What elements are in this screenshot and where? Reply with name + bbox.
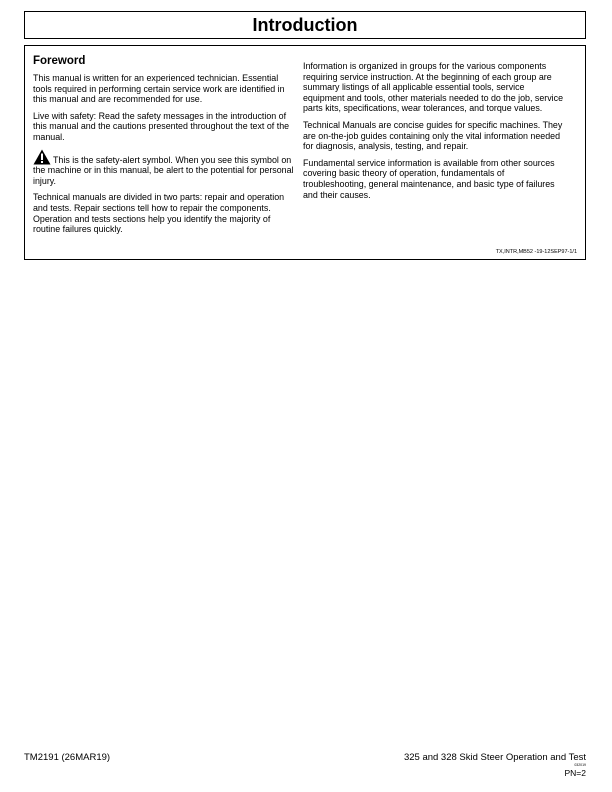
paragraph: Live with safety: Read the safety messages in the introduction of this manual and the cautions presented throughout the text of the manual. — [33, 110, 290, 142]
safety-alert-text: This is the safety-alert symbol. When you see this symbol on the machine or in this manual, be alert to the potential for personal injury. — [33, 154, 294, 186]
paragraph: Fundamental service information is available from other sources covering basic theory of operation, fundamentals of troubleshooting, general maintenance, and basic type of failures and their causes. — [303, 157, 555, 200]
section-heading: Foreword — [33, 55, 86, 67]
left-column — [33, 55, 295, 241]
content-box — [24, 45, 586, 260]
footer-page-number: PN=2 — [564, 768, 586, 778]
reference-code: TX,INTR,MB52 -19-12SEP97-1/1 — [495, 249, 577, 255]
footer-manual-title: 325 and 328 Skid Steer Operation and Test — [403, 752, 586, 763]
safety-alert-paragraph — [33, 149, 295, 187]
page-title: Introduction — [252, 15, 358, 35]
footer-manual-id: TM2191 (26MAR19) — [24, 752, 111, 763]
right-column — [303, 61, 565, 206]
title-bar — [24, 11, 586, 39]
paragraph: Technical manuals are divided in two parts: repair and operation and tests. Repair sections tell how to repair the components. Operation and tests sections help you identify the majority of routine failures quickly. — [33, 192, 285, 235]
paragraph: This manual is written for an experienced technician. Essential tools required in performing certain service work are identified in this manual and are recommended for use. — [33, 73, 285, 105]
paragraph: Technical Manuals are concise guides for specific machines. They are on-the-job guides containing only the vital information needed for diagnosis, analysis, testing, and repair. — [303, 119, 563, 152]
footer-date-code: 032019 — [574, 763, 586, 767]
safety-alert-triangle-icon — [33, 149, 51, 165]
paragraph: Information is organized in groups for the various components requiring service instruction. At the beginning of each group are summary listings of all applicable essential tools, service equipment and tools, other materials needed to do the job, service parts kits, specifications, wear tolerances, and torque values. — [303, 61, 564, 114]
